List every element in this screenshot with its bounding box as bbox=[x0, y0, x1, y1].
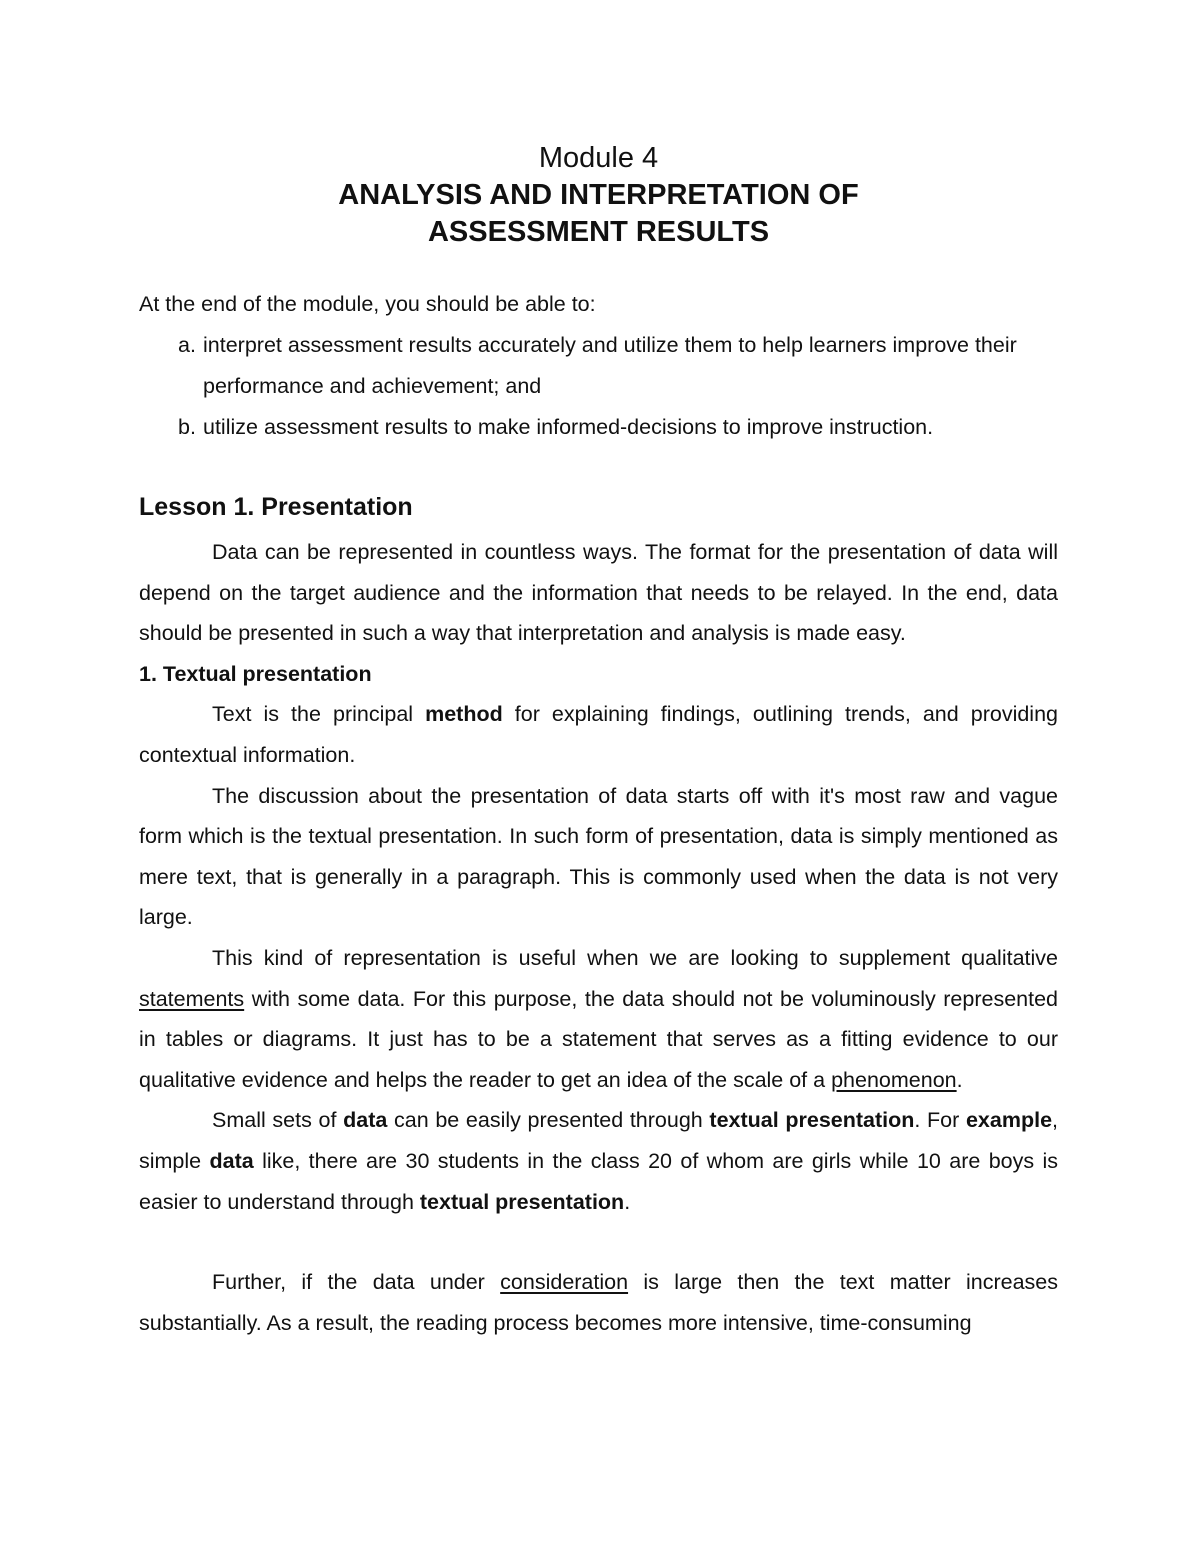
text-run: like, there are 30 students in the class 20 of whom are girls while 10 are boys is easier to understand through bbox=[139, 1148, 1058, 1214]
text-run: . bbox=[956, 1067, 963, 1092]
bold-term: data bbox=[343, 1108, 388, 1133]
paragraph-further bbox=[139, 1262, 1058, 1343]
section-heading: 1. Textual presentation bbox=[139, 661, 372, 686]
paragraph-textual-form: The discussion about the presentation of data starts off with it's most raw and vague form which is the textual presentation. In such form of presentation, data is simply mentioned as mere text, that is generally in a paragraph. This is commonly used when the data is not very large. bbox=[139, 783, 1058, 930]
text-run: can be easily presented through bbox=[387, 1108, 710, 1133]
objectives-intro: At the end of the module, you should be able to: bbox=[139, 292, 596, 316]
underlined-link-phenomenon[interactable]: phenomenon bbox=[831, 1067, 957, 1092]
module-title-line-1: ANALYSIS AND INTERPRETATION OF bbox=[338, 179, 859, 211]
intro-paragraph: Data can be represented in countless ways. The format for the presentation of data will depend on the target audience and the information that needs to be relayed. In the end, data should be presented in such a way that interpretation and analysis is made easy. bbox=[139, 540, 1058, 646]
text-run: . For bbox=[914, 1108, 966, 1133]
document-page bbox=[139, 140, 1058, 1343]
objective-item bbox=[139, 325, 1058, 407]
objective-text: interpret assessment results accurately and utilize them to help learners improve their performance and achievement; and bbox=[203, 333, 1017, 398]
text-run: Small sets of bbox=[212, 1108, 344, 1133]
objective-marker: b. bbox=[178, 415, 196, 439]
text-run: Text is the principal bbox=[212, 702, 426, 727]
bold-term: example bbox=[965, 1108, 1053, 1133]
paragraph-text-method bbox=[139, 694, 1058, 775]
objective-text: utilize assessment results to make informed-decisions to improve instruction. bbox=[203, 415, 934, 439]
text-run: is large then the text matter increases substantially. As a result, the reading process becomes more intensive, time-consuming bbox=[139, 1270, 1058, 1335]
objective-item bbox=[139, 407, 1058, 448]
paragraph-representation bbox=[139, 938, 1058, 1100]
module-number: Module 4 bbox=[538, 142, 659, 174]
objective-marker: a. bbox=[178, 333, 196, 357]
text-run: Further, if the data under bbox=[212, 1270, 501, 1295]
text-run: , simple bbox=[139, 1108, 1059, 1173]
lesson-body bbox=[139, 532, 1058, 1343]
paragraph-small-sets bbox=[139, 1100, 1058, 1222]
text-run: This kind of representation is useful when we are looking to supplement qualitative bbox=[212, 945, 1058, 970]
bold-term: textual presentation bbox=[709, 1108, 915, 1133]
underlined-link-consideration[interactable]: consideration bbox=[500, 1270, 629, 1295]
text-run: for explaining findings, outlining trends, and providing contextual information. bbox=[139, 702, 1059, 767]
text-run: with some data. For this purpose, the data should not be voluminously represented in tables or diagrams. It just has to be a statement that serves as a fitting evidence to our qualitative evidence and helps the reader to get an idea of the scale of a bbox=[139, 986, 1058, 1092]
bold-term: data bbox=[209, 1148, 254, 1173]
module-title-line-2: ASSESSMENT RESULTS bbox=[427, 216, 770, 248]
bold-term: textual presentation bbox=[419, 1189, 625, 1214]
lesson-heading: Lesson 1. Presentation bbox=[139, 493, 413, 521]
module-title-block bbox=[139, 140, 1058, 251]
text-run: . bbox=[624, 1189, 631, 1214]
underlined-link-statements[interactable]: statements bbox=[139, 986, 245, 1011]
learning-objectives bbox=[139, 284, 1058, 448]
bold-term: method bbox=[425, 702, 503, 727]
